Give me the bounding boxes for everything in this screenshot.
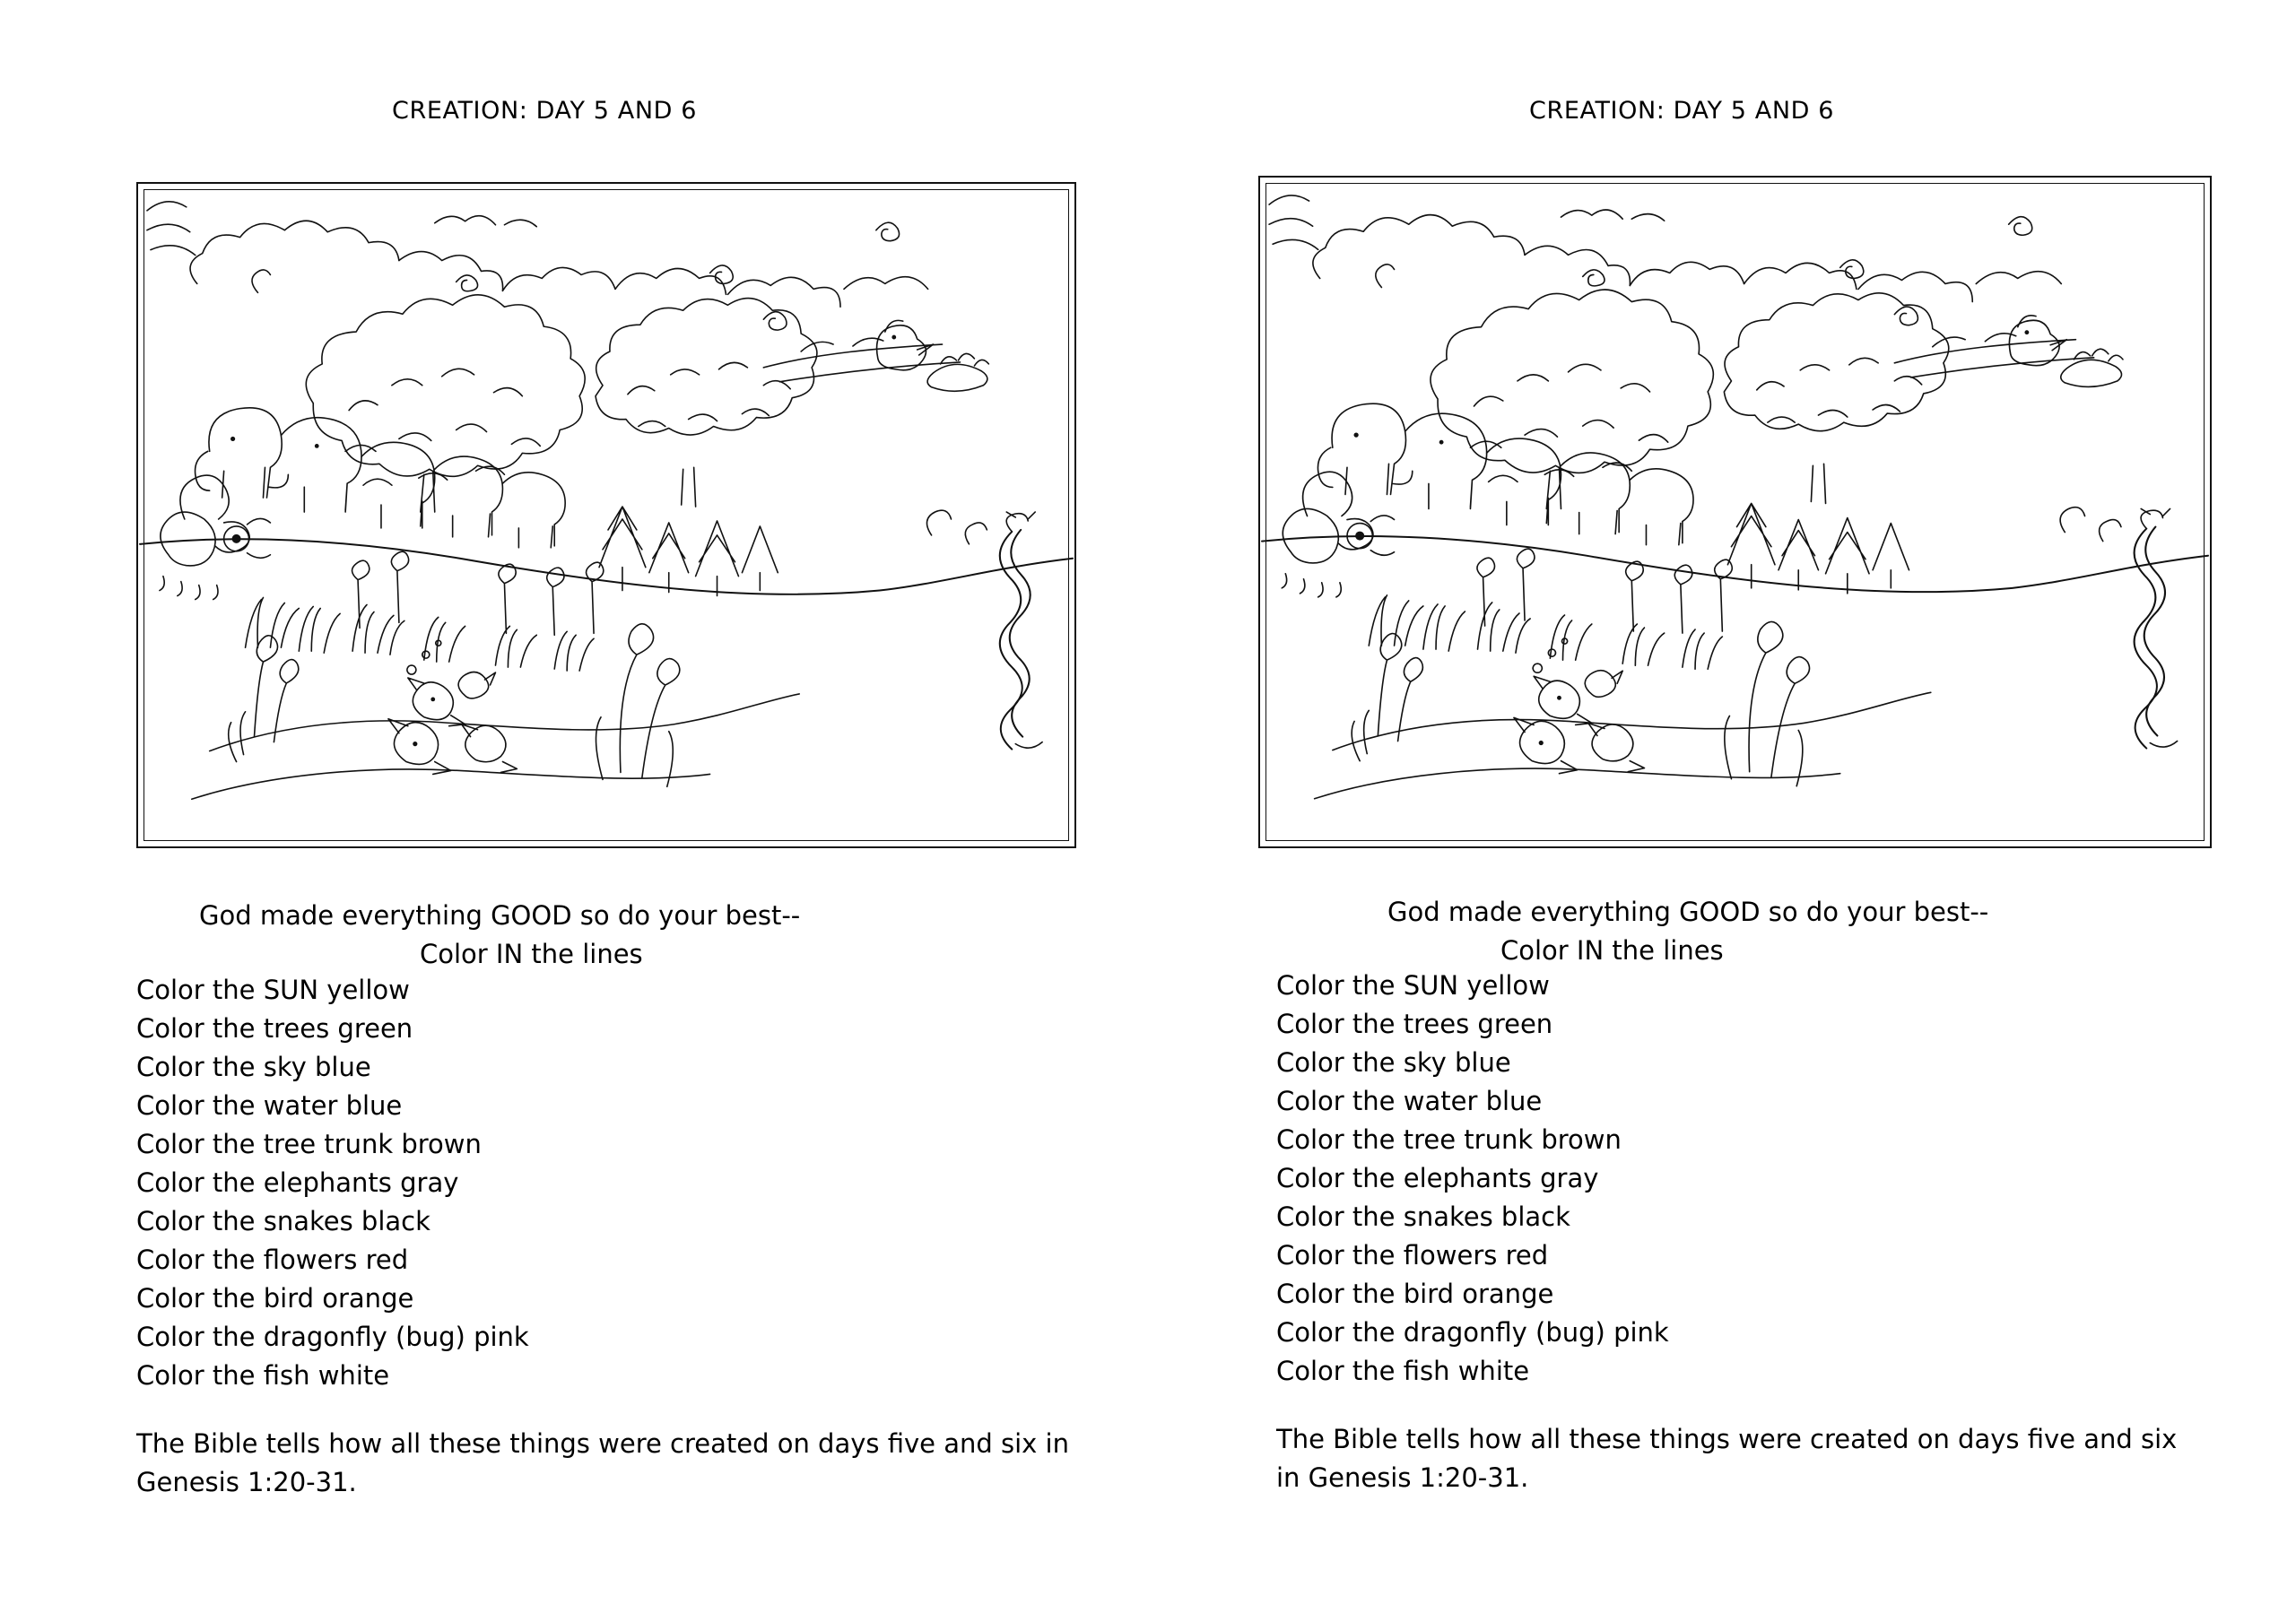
list-item: Color the trees green <box>136 1013 413 1044</box>
list-item: Color the tree trunk brown <box>1276 1124 1622 1155</box>
list-item: Color the bird orange <box>136 1283 414 1314</box>
list-item: Color the snakes black <box>1276 1201 1570 1232</box>
scripture-footnote: The Bible tells how all these things were created on days five and six in Genesis 1:20-31. <box>1276 1424 2178 1493</box>
creation-scene-artwork <box>1260 178 2210 846</box>
caption-line-2: Color IN the lines <box>1500 935 1724 966</box>
color-instruction-list <box>136 971 529 1395</box>
list-item: Color the bird orange <box>1276 1279 1554 1309</box>
list-item: Color the water blue <box>136 1090 403 1121</box>
coloring-illustration-frame <box>136 182 1076 848</box>
list-item: Color the fish white <box>1276 1356 1530 1386</box>
list-item: Color the SUN yellow <box>1276 970 1550 1001</box>
creation-scene-artwork <box>138 184 1074 846</box>
list-item: Color the elephants gray <box>1276 1163 1599 1193</box>
page-title: CREATION: DAY 5 AND 6 <box>392 97 697 125</box>
caption-line-1: God made everything GOOD so do your best-- <box>1387 897 1989 927</box>
list-item: Color the sky blue <box>136 1052 371 1082</box>
list-item: Color the tree trunk brown <box>136 1129 482 1159</box>
color-instruction-list <box>1276 967 1669 1391</box>
list-item: Color the flowers red <box>136 1245 409 1275</box>
list-item: Color the SUN yellow <box>136 975 410 1005</box>
list-item: Color the sky blue <box>1276 1047 1511 1078</box>
page-title: CREATION: DAY 5 AND 6 <box>1529 97 1834 125</box>
list-item: Color the snakes black <box>136 1206 430 1236</box>
caption-line-2: Color IN the lines <box>420 939 643 969</box>
list-item: Color the dragonfly (bug) pink <box>1276 1317 1669 1348</box>
scripture-footnote: The Bible tells how all these things were created on days five and six in Genesis 1:20-31. <box>136 1428 1069 1497</box>
list-item: Color the trees green <box>1276 1009 1553 1039</box>
list-item: Color the flowers red <box>1276 1240 1549 1271</box>
caption-line-1: God made everything GOOD so do your best-- <box>199 900 801 931</box>
list-item: Color the fish white <box>136 1360 390 1391</box>
list-item: Color the dragonfly (bug) pink <box>136 1322 529 1352</box>
list-item: Color the elephants gray <box>136 1167 459 1198</box>
list-item: Color the water blue <box>1276 1086 1543 1116</box>
coloring-illustration-frame <box>1258 176 2212 848</box>
worksheet-panel-right <box>1148 0 2296 1622</box>
